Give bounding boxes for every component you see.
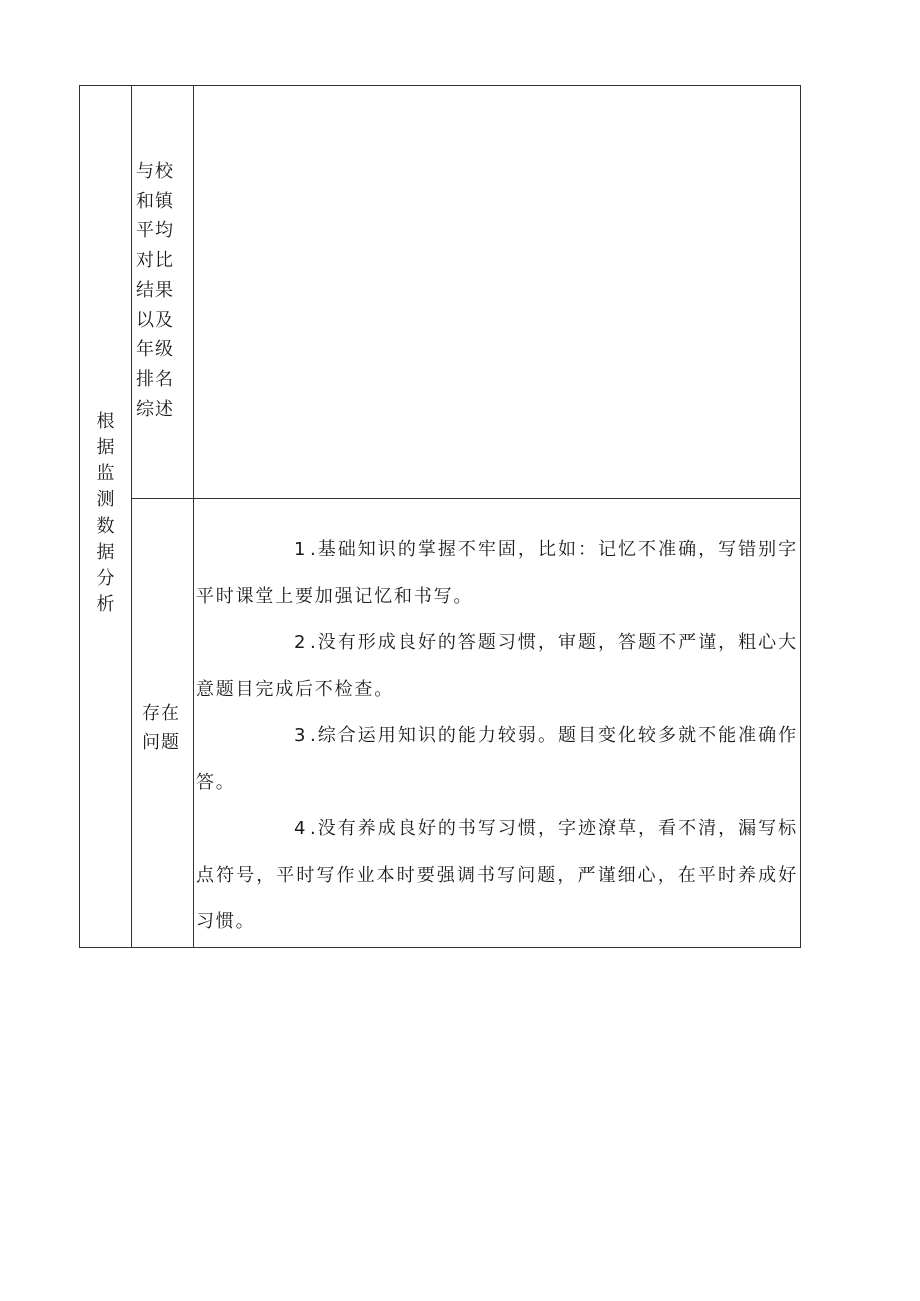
problem-text: .综合运用知识的能力较弱。题目变化较多就不能准确作答。	[196, 725, 798, 793]
problem-text: .没有养成良好的书写习惯，字迹潦草，看不清，漏写标点符号，平时写作业本时要强调书写问题，严谨细心，在平时养成好习惯。	[196, 818, 798, 932]
problem-number: 3	[294, 725, 306, 746]
problems-label: 存在问题	[142, 703, 180, 753]
problem-number: 1	[294, 539, 306, 560]
problems-content-cell	[194, 499, 800, 947]
problem-item-1	[196, 527, 798, 620]
comparison-label-cell	[132, 86, 194, 499]
problem-number: 2	[294, 632, 306, 653]
comparison-label: 与校和镇平均对比结果以及年级排名综述	[136, 161, 174, 420]
problem-item-4	[196, 806, 798, 946]
comparison-content-cell	[194, 86, 800, 499]
problems-list	[196, 527, 798, 946]
problems-label-cell	[132, 499, 194, 947]
problem-item-3	[196, 713, 798, 806]
section-label-cell	[80, 86, 132, 947]
problem-text: .没有形成良好的答题习惯，审题，答题不严谨，粗心大意题目完成后不检查。	[196, 632, 798, 700]
problem-item-2	[196, 620, 798, 713]
analysis-table	[79, 85, 801, 948]
problem-number: 4	[294, 818, 306, 839]
section-label: 根据监测数据分析	[96, 410, 115, 616]
problem-text: .基础知识的掌握不牢固，比如：记忆不准确，写错别字平时课堂上要加强记忆和书写。	[196, 539, 798, 607]
